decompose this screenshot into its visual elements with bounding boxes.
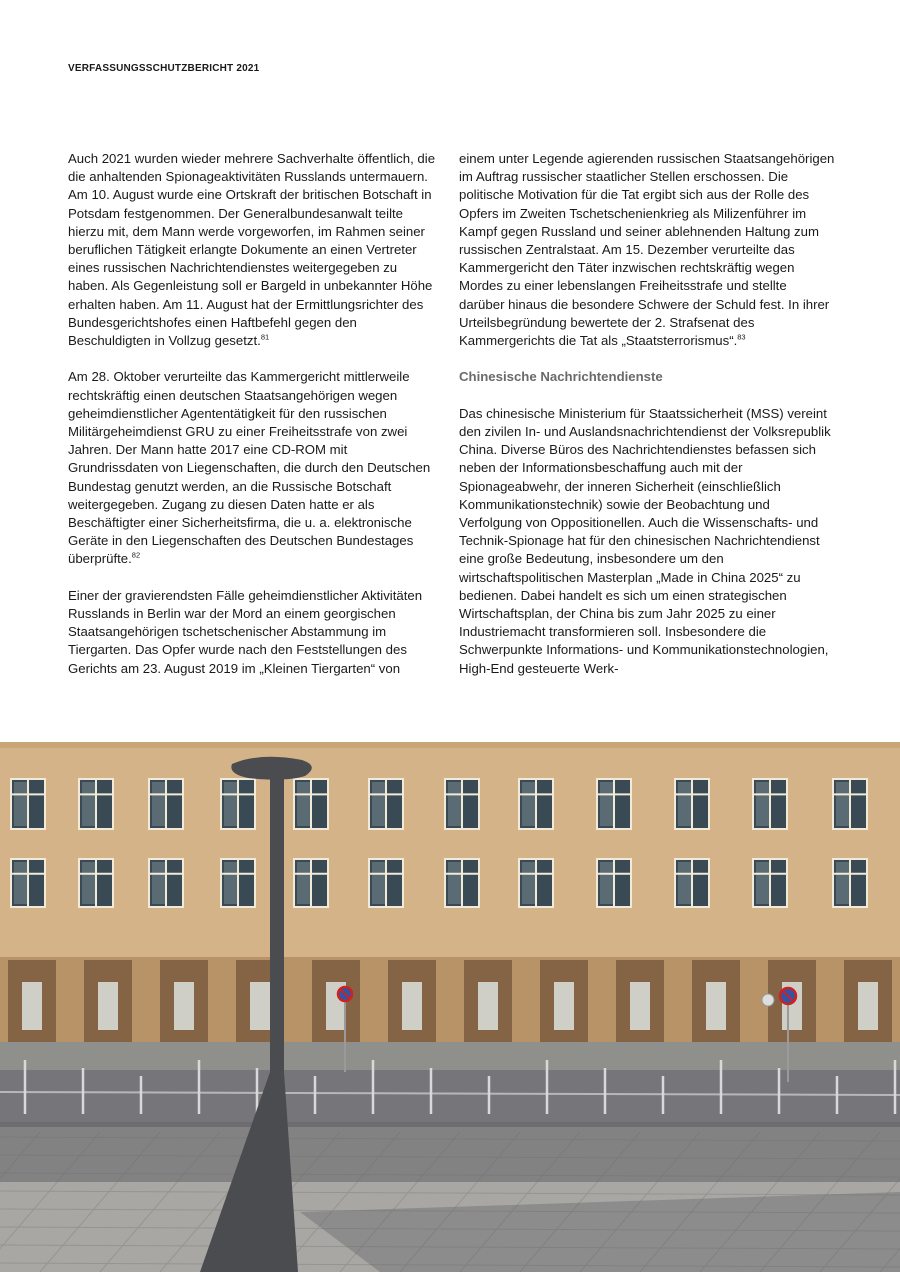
paragraph: Auch 2021 wurden wieder mehrere Sachverhalte öffentlich, die die anhaltenden Spionageaktivitäten Russlands untermauern. Am 10. August wurde eine Ortskraft der britischen Botschaft in Potsdam festgenommen. Der Generalbundesanwalt teilte hierzu mit, dem Mann werde vorgeworfen, im Rahmen seiner beruflichen Tätigkeit erlangte Dokumente an einen Vertreter eines russischen Nachrichtendienstes weitergegeben zu haben. Als Gegenleistung soll er Bargeld in unbekannter Höhe erhalten haben. Am 11. August hat der Ermittlungsrichter des Bundesgerichtshofes einen Haftbefehl gegen den Beschuldigten in Vollzug gesetzt.$^{81}$ bbox=[68, 151, 436, 349]
paragraph: einem unter Legende agierenden russischen Staatsangehörigen im Auftrag russischer staatlicher Stellen erschossen. Die politische Motivation für die Tat ergibt sich aus der Rolle des Opfers im Zweiten Tschetschenienkrieg als Milizenführer im Kampf gegen Russland und seiner ablehnenden Haltung zum russischen Zentralstaat. Am 15. Dezember verurteilte das Kammergericht den Täter inzwischen rechtskräftig wegen Mordes zu einer lebenslangen Freiheitsstrafe und stellte darüber hinaus die besondere Schwere der Schuld fest. In ihrer Urteilsbegründung bewertete der 2. Strafsenat des Kammergerichts die Tat als „Staatsterrorismus“.$^{83}$ bbox=[459, 151, 835, 349]
building-photo bbox=[0, 742, 900, 1272]
left-column bbox=[68, 150, 440, 696]
footnote-ref[interactable]: 82 bbox=[131, 551, 141, 561]
footnote-ref[interactable]: 81 bbox=[260, 332, 270, 342]
paragraph: Das chinesische Ministerium für Staatssicherheit (MSS) vereint den zivilen In- und Auslandsnachrichtendienst der Volksrepublik China. Diverse Büros des Nachrichtendienstes befassen sich neben der Informationsbeschaffung auch mit der Spionageabwehr, der inneren Sicherheit (einschließlich Kommunikationstechnik) sowie der Beobachtung und Verfolgung von Oppositionellen. Auch die Wissenschafts- und Technik-Spionage hat für den chinesischen Nachrichtendienst eine große Bedeutung, insbesondere um den wirtschaftspolitischen Masterplan „Made in China 2025“ zu bedienen. Dabei handelt es sich um einen strategischen Wirtschaftsplan, der China bis zum Jahr 2025 zu einer Industriemacht transformieren soll. Insbesondere die Schwerpunkte Informations- und Kommunikationstechnologien, High-End gesteuerte Werk- bbox=[459, 405, 831, 676]
right-column bbox=[459, 150, 835, 696]
section-heading: Chinesische Nachrichtendienste bbox=[459, 369, 663, 385]
running-header: VERFASSUNGSSCHUTZBERICHT 2021 bbox=[68, 63, 260, 74]
footnote-ref[interactable]: 83 bbox=[737, 332, 746, 342]
paragraph: Einer der gravierendsten Fälle geheimdienstlicher Aktivitäten Russlands in Berlin war der Mord an einem georgischen Staatsangehörigen tschetschenischer Abstammung im Tiergarten. Das Opfer wurde nach den Feststellungen des Gerichts am 23. August 2019 im „Kleinen Tiergarten“ von bbox=[68, 587, 423, 676]
street bbox=[0, 1070, 900, 1130]
paragraph: Am 28. Oktober verurteilte das Kammergericht mittlerweile rechtskräftig einen deutschen Staatsangehörigen wegen geheimdienstlicher Agententätigkeit für den russischen Militärgeheimdienst GRU zu einer Freiheitsstrafe von zwei Jahren. Der Mann hatte 2017 eine CD-ROM mit Grundrissdaten von Liegenschaften, die durch den Deutschen Bundestag genutzt werden, an die Russische Botschaft weitergegeben. Zugang zu diesen Daten hatte er als Beschäftigter einer Sicherheitsfirma, die u. a. elektronische Geräte in den Liegenschaften des Deutschen Bundestages überprüfte.$^{82}$ bbox=[68, 369, 431, 567]
